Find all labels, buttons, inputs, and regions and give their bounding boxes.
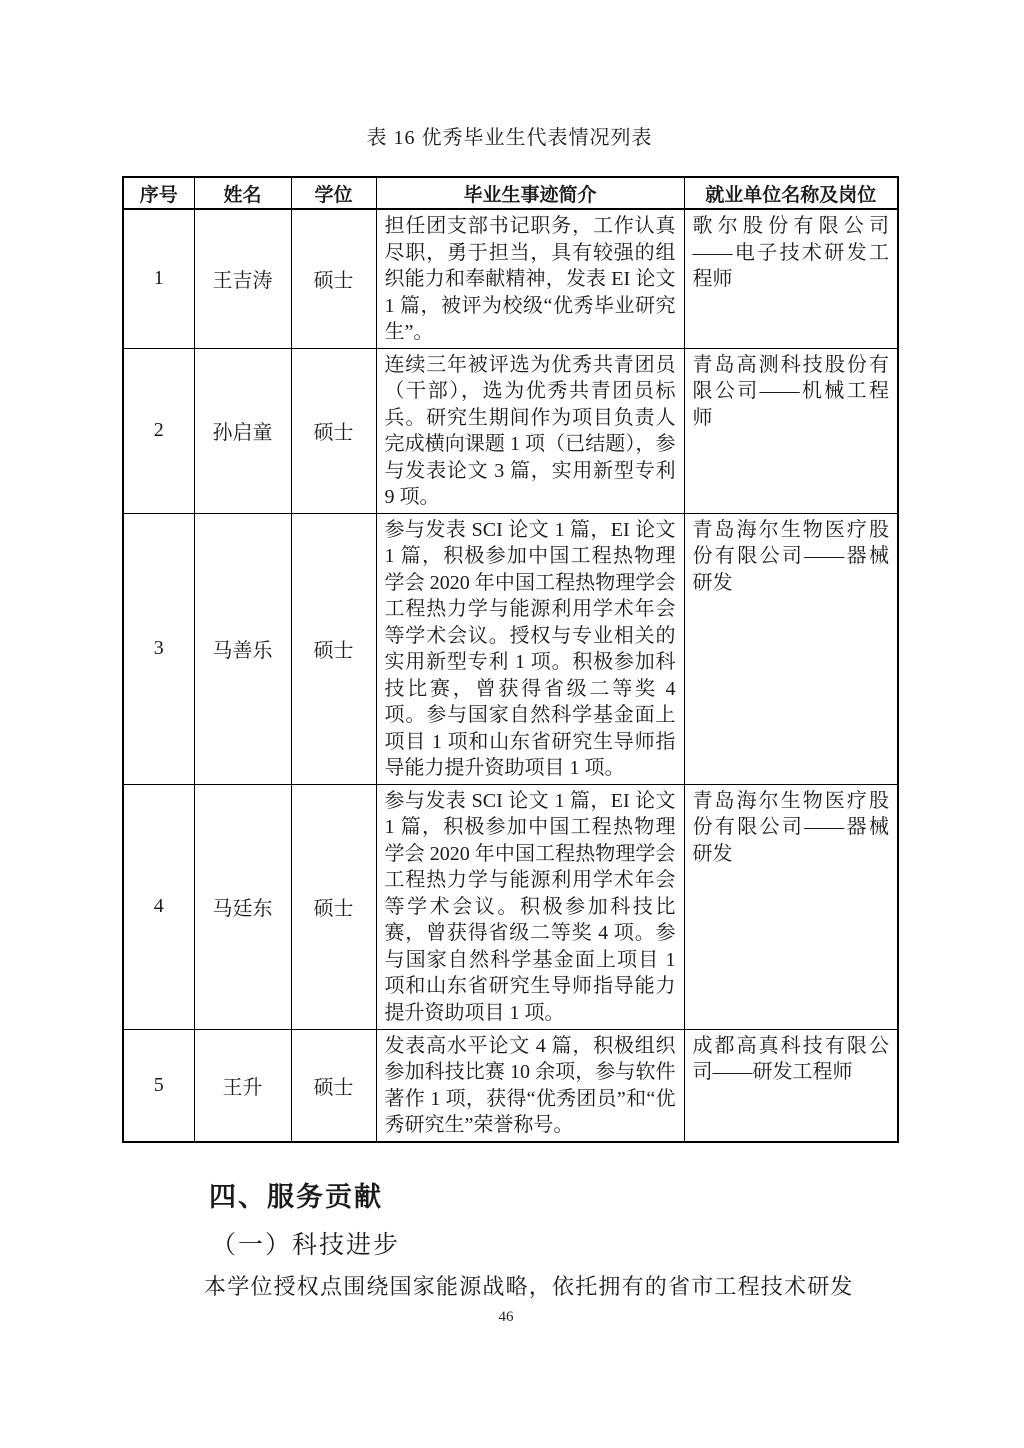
cell-name: 孙启童 xyxy=(194,348,291,513)
cell-no: 2 xyxy=(123,348,194,513)
cell-no: 4 xyxy=(123,784,194,1029)
cell-no: 5 xyxy=(123,1029,194,1142)
cell-name: 马善乐 xyxy=(194,513,291,784)
table-row xyxy=(123,784,898,1029)
table-row xyxy=(123,348,898,513)
table-row xyxy=(123,513,898,784)
cell-employer: 青岛高测科技股份有限公司——机械工程师 xyxy=(684,348,898,513)
cell-intro: 连续三年被评选为优秀共青团员（干部），选为优秀共青团员标兵。研究生期间作为项目负责人完成横向课题 1 项（已结题），参与发表论文 3 篇，实用新型专利 9 项。 xyxy=(376,348,684,513)
cell-name: 王吉涛 xyxy=(194,209,291,348)
outstanding-graduates-table xyxy=(122,176,899,1143)
cell-degree: 硕士 xyxy=(291,784,376,1029)
cell-name: 马廷东 xyxy=(194,784,291,1029)
cell-name: 王升 xyxy=(194,1029,291,1142)
cell-employer: 青岛海尔生物医疗股份有限公司——器械研发 xyxy=(684,784,898,1029)
table-header xyxy=(123,177,898,209)
cell-degree: 硕士 xyxy=(291,209,376,348)
header-degree: 学位 xyxy=(291,177,376,209)
cell-intro: 参与发表 SCI 论文 1 篇，EI 论文 1 篇，积极参加中国工程热物理学会 2020 年中国工程热物理学会工程热力学与能源利用学术年会等学术会议。授权与专业相关的实用新型专利 1 项。积极参加科技比赛，曾获得省级二等奖 4 项。参与国家自然科学基金面上项目 1 项和山东省研究生导师指导能力提升资助项目 1 项。 xyxy=(376,513,684,784)
cell-degree: 硕士 xyxy=(291,513,376,784)
cell-employer: 歌尔股份有限公司——电子技术研发工程师 xyxy=(684,209,898,348)
table-caption: 表 16 优秀毕业生代表情况列表 xyxy=(366,127,653,149)
cell-employer: 成都高真科技有限公司——研发工程师 xyxy=(684,1029,898,1142)
cell-employer: 青岛海尔生物医疗股份有限公司——器械研发 xyxy=(684,513,898,784)
table-row xyxy=(123,1029,898,1142)
cell-degree: 硕士 xyxy=(291,1029,376,1142)
subsection-heading-sci-tech-progress: （一）科技进步 xyxy=(211,1232,401,1259)
cell-intro: 担任团支部书记职务，工作认真尽职，勇于担当，具有较强的组织能力和奉献精神，发表 EI 论文 1 篇，被评为校级“优秀毕业研究生”。 xyxy=(376,209,684,348)
table-header-row xyxy=(123,177,898,209)
cell-degree: 硕士 xyxy=(291,348,376,513)
header-employer: 就业单位名称及岗位 xyxy=(684,177,898,209)
table-body xyxy=(123,209,898,1142)
header-intro: 毕业生事迹简介 xyxy=(376,177,684,209)
cell-intro: 发表高水平论文 4 篇，积极组织参加科技比赛 10 余项，参与软件著作 1 项，获得“优秀团员”和“优秀研究生”荣誉称号。 xyxy=(376,1029,684,1142)
cell-no: 3 xyxy=(123,513,194,784)
cell-no: 1 xyxy=(123,209,194,348)
table-row xyxy=(123,209,898,348)
header-name: 姓名 xyxy=(194,177,291,209)
cell-intro: 参与发表 SCI 论文 1 篇，EI 论文 1 篇，积极参加中国工程热物理学会 2020 年中国工程热物理学会工程热力学与能源利用学术年会等学术会议。积极参加科技比赛，曾获得省级二等奖 4 项。参与国家自然科学基金面上项目 1 项和山东省研究生导师指导能力提升资助项目 1 项。 xyxy=(376,784,684,1029)
header-no: 序号 xyxy=(123,177,194,209)
section-heading-service-contribution: 四、服务贡献 xyxy=(209,1182,383,1212)
body-paragraph: 本学位授权点围绕国家能源战略，依托拥有的省市工程技术研发 xyxy=(204,1274,854,1299)
page-number: 46 xyxy=(498,1309,514,1325)
